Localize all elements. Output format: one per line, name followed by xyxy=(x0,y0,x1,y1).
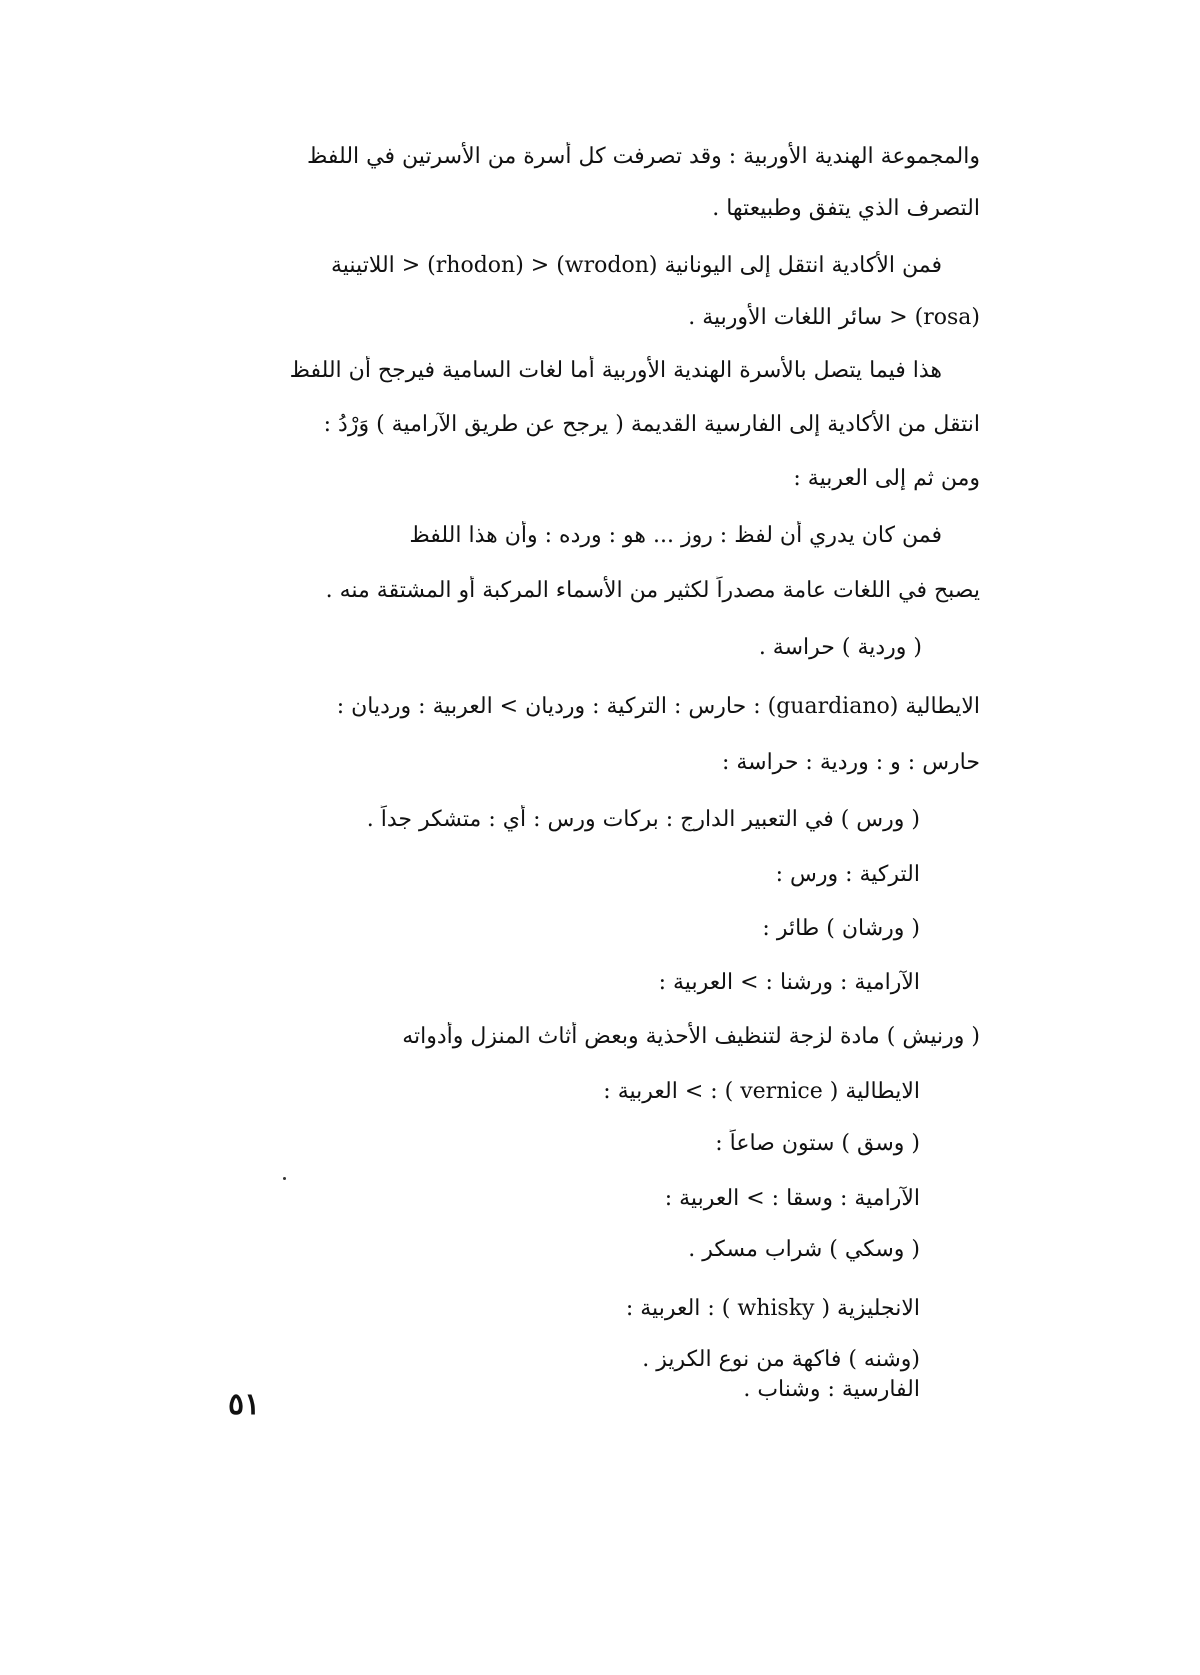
text-line: ( ورشان ) طائر : xyxy=(762,916,920,941)
text-line: انتقل من الأكادية إلى الفارسية القديمة ( يرجح عن طريق الآرامية ) وَرْدُ : xyxy=(323,412,980,437)
text-line: التركية : ورس : xyxy=(775,862,920,887)
text-line: فمن كان يدري أن لفظ : روز ... هو : ورده : وأن هذا اللفظ xyxy=(409,523,942,548)
text-line: ( ورنيش ) مادة لزجة لتنظيف الأحذية وبعض أثاث المنزل وأدواته xyxy=(402,1024,980,1049)
text-line: الآرامية : ورشنا : > العربية : xyxy=(658,970,920,995)
text-line: ( وردية ) حراسة . xyxy=(758,635,922,660)
text-line: التصرف الذي يتفق وطبيعتها . xyxy=(712,196,980,221)
text-line: فمن الأكادية انتقل إلى اليونانية (wrodon) < (rhodon) < اللاتينية xyxy=(330,253,942,278)
text-line: والمجموعة الهندية الأوربية : وقد تصرفت كل أسرة من الأسرتين في اللفظ xyxy=(307,144,980,169)
text-line: ( وسق ) ستون صاعاً : xyxy=(715,1131,920,1156)
text-line: الانجليزية ( whisky ) : العربية : xyxy=(625,1296,920,1321)
page-number: ٥١ xyxy=(228,1387,261,1422)
text-line: يصبح في اللغات عامة مصدراً لكثير من الأسماء المركبة أو المشتقة منه . xyxy=(325,578,980,603)
text-line: ( وسكي ) شراب مسكر . xyxy=(688,1237,920,1262)
text-line: هذا فيما يتصل بالأسرة الهندية الأوربية أما لغات السامية فيرجح أن اللفظ xyxy=(289,358,942,383)
text-line: حارس : و : وردية : حراسة : xyxy=(721,750,980,775)
text-line: الفارسية : وشناب . xyxy=(743,1377,920,1402)
text-line: (rosa) < سائر اللغات الأوربية . xyxy=(688,305,980,330)
text-line: (وشنه ) فاكهة من نوع الكريز . xyxy=(642,1347,920,1372)
text-line: الآرامية : وسقا : > العربية : xyxy=(664,1186,920,1211)
text-line: الايطالية ( vernice ) : > العربية : xyxy=(603,1079,920,1104)
scan-speck xyxy=(283,1177,286,1180)
text-line: ومن ثم إلى العربية : xyxy=(793,466,980,491)
text-line: الايطالية (guardiano) : حارس : التركية : ورديان > العربية : ورديان : xyxy=(336,694,980,719)
page-body xyxy=(228,142,980,1405)
text-line: ( ورس ) في التعبير الدارج : بركات ورس : أي : متشكر جداً . xyxy=(366,807,920,832)
